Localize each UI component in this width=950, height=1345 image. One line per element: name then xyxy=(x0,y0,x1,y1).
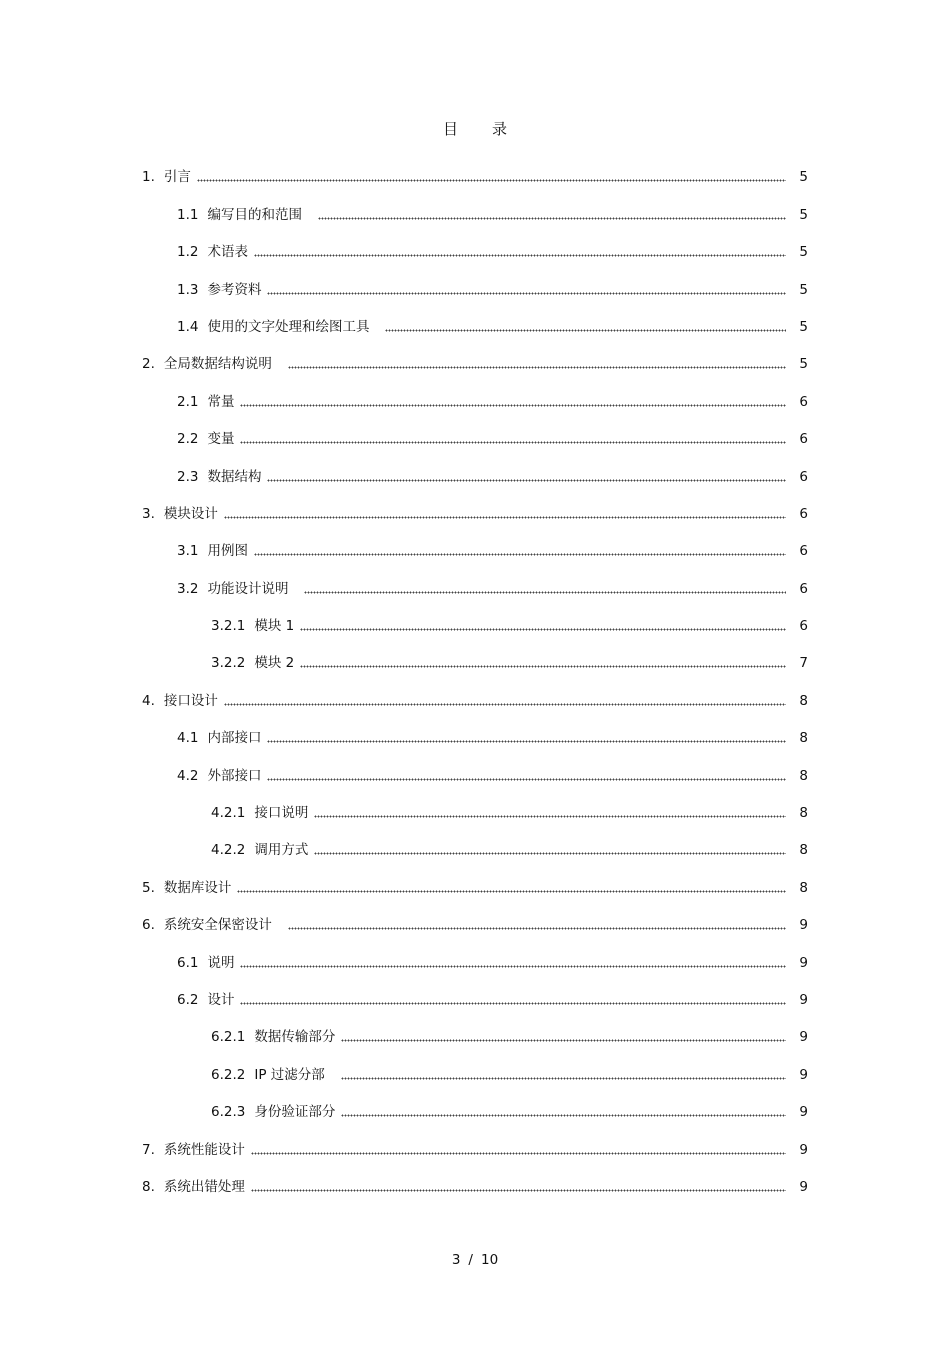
toc-entry-number: 2. xyxy=(142,356,155,373)
toc-entry-number: 2.1 xyxy=(177,393,199,410)
toc-entry-number: 1.2 xyxy=(177,244,199,261)
toc-entry-2-3[interactable] xyxy=(142,459,808,496)
toc-dot-leader xyxy=(224,703,786,706)
toc-entry-3-1[interactable] xyxy=(142,534,808,571)
toc-entry-page: 8 xyxy=(799,805,808,822)
toc-dot-leader xyxy=(240,441,786,444)
toc-entry-number: 6.1 xyxy=(177,954,199,971)
toc-dot-leader xyxy=(224,516,786,519)
toc-entry-4[interactable] xyxy=(142,683,808,720)
toc-dot-leader xyxy=(341,1077,786,1080)
toc-entry-number: 4.2 xyxy=(177,767,199,784)
toc-entry-page: 5 xyxy=(799,244,808,261)
toc-entry-title: 设计 xyxy=(207,991,235,1008)
toc-entry-number: 4.1 xyxy=(177,730,199,747)
toc-entry-page: 8 xyxy=(799,730,808,747)
toc-entry-6-1[interactable] xyxy=(142,945,808,982)
toc-dot-leader xyxy=(267,740,786,743)
toc-entry-2-1[interactable] xyxy=(142,384,808,421)
toc-entry-1-1[interactable] xyxy=(142,197,808,234)
toc-entry-number: 6.2.1 xyxy=(211,1029,246,1046)
toc-entry-page: 6 xyxy=(799,393,808,410)
page-number-footer xyxy=(0,1252,950,1268)
toc-entry-page: 9 xyxy=(799,1029,808,1046)
toc-dot-leader xyxy=(288,366,786,369)
toc-entry-page: 9 xyxy=(799,991,808,1008)
toc-entry-5[interactable] xyxy=(142,870,808,907)
toc-entry-title: 用例图 xyxy=(207,543,248,560)
toc-entry-page: 9 xyxy=(799,917,808,934)
toc-entry-number: 4.2.2 xyxy=(211,842,246,859)
toc-entry-title: 身份验证部分 xyxy=(254,1104,336,1121)
toc-entry-page: 5 xyxy=(799,206,808,223)
toc-entry-number: 1.1 xyxy=(177,206,199,223)
toc-entry-title: 接口说明 xyxy=(254,805,309,822)
toc-entry-number: 7. xyxy=(142,1141,155,1158)
toc-dot-leader xyxy=(385,329,786,332)
toc-entry-6-2-3[interactable] xyxy=(142,1095,808,1132)
toc-entry-4-1[interactable] xyxy=(142,721,808,758)
toc-entry-title: 变量 xyxy=(207,431,235,448)
toc-entry-6-2-2[interactable] xyxy=(142,1057,808,1094)
toc-dot-leader xyxy=(314,815,786,818)
toc-entry-title: 系统出错处理 xyxy=(163,1178,245,1195)
toc-entry-title: 使用的文字处理和绘图工具 xyxy=(207,318,370,335)
toc-entry-title: 接口设计 xyxy=(163,692,218,709)
toc-entry-title: 说明 xyxy=(207,954,235,971)
toc-entry-1-4[interactable] xyxy=(142,310,808,347)
toc-dot-leader xyxy=(300,665,786,668)
toc-entry-title: 数据结构 xyxy=(207,468,262,485)
toc-dot-leader xyxy=(267,292,786,295)
toc-entry-title: 系统性能设计 xyxy=(163,1141,245,1158)
toc-dot-leader xyxy=(254,553,786,556)
toc-entry-page: 6 xyxy=(799,543,808,560)
toc-entry-title: 常量 xyxy=(207,393,235,410)
toc-entry-page: 9 xyxy=(799,1066,808,1083)
toc-entry-title: 数据传输部分 xyxy=(254,1029,336,1046)
toc-entry-3[interactable] xyxy=(142,497,808,534)
toc-entry-number: 2.3 xyxy=(177,468,199,485)
toc-entry-number: 3.2 xyxy=(177,580,199,597)
toc-entry-number: 5. xyxy=(142,879,155,896)
toc-entry-page: 9 xyxy=(799,1141,808,1158)
toc-entry-page: 6 xyxy=(799,505,808,522)
toc-entry-8[interactable] xyxy=(142,1170,808,1207)
toc-entry-title: 全局数据结构说明 xyxy=(163,356,272,373)
page-separator: / xyxy=(468,1252,473,1268)
toc-entry-title: 模块设计 xyxy=(163,505,218,522)
toc-dot-leader xyxy=(240,965,786,968)
toc-entry-title: 编写目的和范围 xyxy=(207,206,302,223)
toc-entry-number: 8. xyxy=(142,1178,155,1195)
toc-entry-page: 5 xyxy=(799,318,808,335)
toc-entry-page: 6 xyxy=(799,618,808,635)
toc-dot-leader xyxy=(254,254,786,257)
toc-entry-1[interactable] xyxy=(142,160,808,197)
toc-entry-page: 9 xyxy=(799,1104,808,1121)
toc-entry-title: 调用方式 xyxy=(254,842,309,859)
toc-entry-7[interactable] xyxy=(142,1132,808,1169)
toc-entry-6[interactable] xyxy=(142,908,808,945)
toc-entry-page: 6 xyxy=(799,468,808,485)
toc-dot-leader xyxy=(240,1002,786,1005)
toc-entry-title: 外部接口 xyxy=(207,767,262,784)
toc-entry-6-2-1[interactable] xyxy=(142,1020,808,1057)
toc-dot-leader xyxy=(341,1039,786,1042)
toc-entry-title: 模块 1 xyxy=(254,618,295,635)
toc-entry-number: 3. xyxy=(142,505,155,522)
toc-entry-number: 6.2.2 xyxy=(211,1066,246,1083)
page-title: 目录 xyxy=(442,120,541,138)
toc-entry-number: 1. xyxy=(142,169,155,186)
table-of-contents xyxy=(142,160,808,1207)
toc-entry-page: 6 xyxy=(799,580,808,597)
toc-entry-page: 9 xyxy=(799,1178,808,1195)
toc-entry-number: 6. xyxy=(142,917,155,934)
toc-entry-number: 3.1 xyxy=(177,543,199,560)
toc-entry-4-2[interactable] xyxy=(142,758,808,795)
toc-entry-number: 1.4 xyxy=(177,318,199,335)
toc-dot-leader xyxy=(197,179,786,182)
toc-entry-3-2[interactable] xyxy=(142,571,808,608)
toc-entry-number: 1.3 xyxy=(177,281,199,298)
toc-dot-leader xyxy=(304,591,786,594)
toc-entry-4-2-1[interactable] xyxy=(142,796,808,833)
current-page-number: 3 xyxy=(451,1252,461,1268)
toc-entry-page: 5 xyxy=(799,356,808,373)
total-page-count: 10 xyxy=(480,1252,499,1268)
toc-dot-leader xyxy=(251,1152,786,1155)
toc-entry-number: 4.2.1 xyxy=(211,805,246,822)
toc-entry-1-2[interactable] xyxy=(142,235,808,272)
toc-entry-title: 术语表 xyxy=(207,244,248,261)
toc-dot-leader xyxy=(267,479,786,482)
toc-dot-leader xyxy=(240,404,786,407)
toc-entry-title: 引言 xyxy=(163,169,191,186)
toc-dot-leader xyxy=(288,927,786,930)
toc-dot-leader xyxy=(300,628,786,631)
toc-entry-3-2-2[interactable] xyxy=(142,646,808,683)
toc-entry-number: 3.2.2 xyxy=(211,655,246,672)
toc-entry-number: 6.2 xyxy=(177,991,199,1008)
toc-dot-leader xyxy=(237,890,786,893)
toc-entry-page: 9 xyxy=(799,954,808,971)
toc-entry-page: 5 xyxy=(799,169,808,186)
toc-entry-title: 功能设计说明 xyxy=(207,580,289,597)
toc-entry-page: 8 xyxy=(799,879,808,896)
toc-entry-title: 模块 2 xyxy=(254,655,295,672)
toc-dot-leader xyxy=(267,778,786,781)
toc-entry-number: 3.2.1 xyxy=(211,618,246,635)
toc-entry-3-2-1[interactable] xyxy=(142,609,808,646)
toc-entry-title: 参考资料 xyxy=(207,281,262,298)
toc-dot-leader xyxy=(314,852,786,855)
toc-dot-leader xyxy=(318,217,786,220)
toc-entry-number: 4. xyxy=(142,692,155,709)
toc-entry-page: 8 xyxy=(799,842,808,859)
toc-entry-page: 8 xyxy=(799,692,808,709)
toc-entry-title: 数据库设计 xyxy=(163,879,232,896)
toc-entry-page: 5 xyxy=(799,281,808,298)
toc-entry-4-2-2[interactable] xyxy=(142,833,808,870)
toc-entry-number: 6.2.3 xyxy=(211,1104,246,1121)
toc-entry-title: 内部接口 xyxy=(207,730,262,747)
toc-entry-6-2[interactable] xyxy=(142,983,808,1020)
toc-entry-page: 8 xyxy=(799,767,808,784)
toc-entry-title: IP 过滤分部 xyxy=(254,1066,325,1083)
toc-entry-page: 7 xyxy=(799,655,808,672)
toc-entry-page: 6 xyxy=(799,431,808,448)
toc-entry-title: 系统安全保密设计 xyxy=(163,917,272,934)
toc-entry-1-3[interactable] xyxy=(142,272,808,309)
toc-dot-leader xyxy=(341,1114,786,1117)
toc-entry-2-2[interactable] xyxy=(142,422,808,459)
toc-entry-number: 2.2 xyxy=(177,431,199,448)
toc-entry-2[interactable] xyxy=(142,347,808,384)
toc-dot-leader xyxy=(251,1189,786,1192)
